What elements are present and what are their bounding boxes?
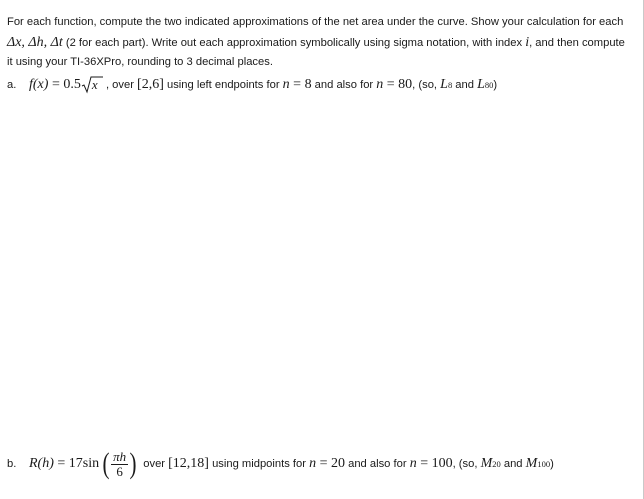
index-variable: i <box>525 34 530 50</box>
part-b-n-var-1: n <box>309 456 317 471</box>
instructions-text-1: For each function, compute the two indicated approximations of the net area under the curve. Show your calculation for each <box>7 16 627 28</box>
instructions-text-3: , and then compute it using your TI-36XPro, rounding to 3 decimal places. <box>7 36 628 68</box>
part-b-M-2: M <box>525 456 538 471</box>
part-b-M-sub-1: 20 <box>492 459 501 469</box>
part-b-line <box>7 449 554 479</box>
part-b-fraction-denominator: 6 <box>116 463 123 479</box>
part-b-text-5: and <box>500 458 526 470</box>
part-b-text-1: over <box>140 458 169 470</box>
part-b-n-value-1: = 20 <box>316 456 345 471</box>
part-a-L-sub-2: 80 <box>484 80 494 90</box>
part-a-n-value-2: = 80 <box>383 77 413 92</box>
part-a-function-eq: = 0.5 <box>48 77 81 92</box>
part-a-function-lhs: f(x) <box>29 77 49 92</box>
part-a-radicand: x <box>91 77 98 92</box>
part-b-function-lhs: R(h) <box>29 456 54 471</box>
part-b-interval: [12,18] <box>168 456 209 471</box>
part-b-text-2: using midpoints for <box>208 458 310 470</box>
part-b-text-6: ) <box>550 458 554 470</box>
part-a-text-5: and <box>452 79 478 91</box>
part-a-text-2: using left endpoints for <box>163 79 283 91</box>
part-b-sin: sin <box>82 456 100 471</box>
instructions-paragraph <box>7 13 627 73</box>
part-b-text-4: , (so, <box>452 458 481 470</box>
part-b-M-1: M <box>480 456 493 471</box>
part-a-label: a. <box>7 79 17 91</box>
part-b-fraction-numerator: πh <box>113 448 127 464</box>
part-b-fraction <box>111 450 128 479</box>
part-a-L-1: L <box>440 77 448 92</box>
part-b-text-3: and also for <box>345 458 410 470</box>
part-a-text-6: ) <box>493 79 498 91</box>
instructions-text-2: (2 for each part). Write out each approximation symbolically using sigma notation, with index <box>62 36 526 49</box>
right-paren: ) <box>129 447 137 480</box>
delta-symbols: Δx, Δh, Δt <box>7 34 63 50</box>
part-b-argument <box>101 449 138 479</box>
part-a-text-3: and also for <box>311 79 377 91</box>
part-b-n-value-2: = 100 <box>416 456 453 471</box>
part-b-n-var-2: n <box>409 456 417 471</box>
part-a-n-value-1: = 8 <box>289 77 312 92</box>
part-a-L-sub-1: 8 <box>447 80 453 90</box>
part-a-text-1: , over <box>102 79 138 91</box>
part-b-function-eq: = 17 <box>53 456 83 471</box>
part-a-line <box>7 76 497 94</box>
part-b-M-sub-2: 100 <box>537 459 551 469</box>
part-a-interval: [2,6] <box>137 77 164 92</box>
part-b-label: b. <box>7 458 17 470</box>
square-root-symbol <box>81 76 103 94</box>
part-a-text-4: , (so, <box>412 79 441 91</box>
left-paren: ( <box>102 447 110 480</box>
part-a-n-var-2: n <box>376 77 384 92</box>
part-a-n-var-1: n <box>282 77 290 92</box>
part-a-L-2: L <box>477 77 485 92</box>
